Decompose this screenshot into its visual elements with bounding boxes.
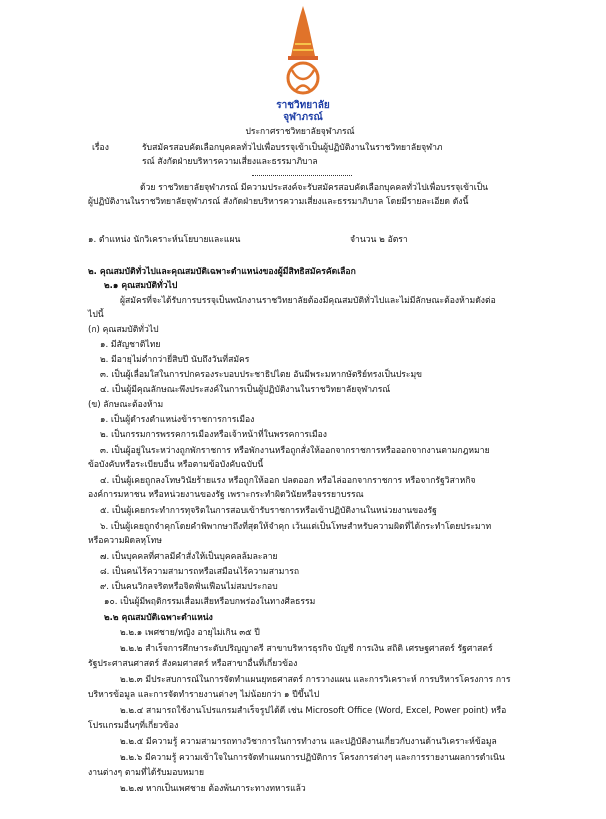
list-item: ๒.๒.๔ สามารถใช้งานโปรแกรมสำเร็จรูปได้ดี เช่น Microsoft Office (Word, Excel, Power point) หรือ [120, 706, 507, 716]
section-2-1-title: ๒.๑ คุณสมบัติทั่วไป [104, 281, 178, 291]
position-quota: จำนวน ๒ อัตรา [350, 235, 408, 245]
list-item: ๑. เป็นผู้ดำรงตำแหน่งข้าราชการการเมือง [100, 415, 255, 425]
list-item: ๒.๒.๑ เพศชาย/หญิง อายุไม่เกิน ๓๕ ปี [120, 628, 260, 638]
list-item-continued: บริหารข้อมูล และการจัดทำรายงานต่างๆ ไม่น้อยกว่า ๑ ปีขึ้นไป [88, 690, 320, 700]
prohibitions-title: (ข) ลักษณะต้องห้าม [88, 400, 164, 410]
list-item-continued: หรือความผิดลหุโทษ [88, 536, 162, 546]
list-item: ๔. เป็นผู้มีคุณลักษณะพึงประสงค์ในการเป็นผู้ปฏิบัติงานในราชวิทยาลัยจุฬาภรณ์ [100, 385, 391, 395]
list-item: ๖. เป็นผู้เคยถูกจำคุกโดยคำพิพากษาถึงที่สุดให้จำคุก เว้นแต่เป็นโทษสำหรับความผิดที่ได้กระทำโดยประมาท [100, 522, 492, 532]
list-item: ๒.๒.๕ มีความรู้ ความสามารถทางวิชาการในการทำงาน และปฏิบัติงานเกี่ยวกับงานด้านวิเคราะห์ข้อมูล [120, 737, 497, 747]
list-item: ๑๐. เป็นผู้มีพฤติกรรมเสื่อมเสียหรือบกพร่องในทางศีลธรรม [104, 597, 316, 607]
list-item: ๒.๒.๒ สำเร็จการศึกษาระดับปริญญาตรี สาขาบริหารธุรกิจ บัญชี การเงิน สถิติ เศรษฐศาสตร์ รัฐศาสตร์ [120, 644, 493, 654]
list-item-continued: องค์การมหาชน หรือหน่วยงานของรัฐ เพราะกระทำผิดวินัยหรือจรรยาบรรณ [88, 490, 364, 500]
list-item-continued: รัฐประศาสนศาสตร์ สังคมศาสตร์ หรือสาขาอื่นที่เกี่ยวข้อง [88, 659, 298, 669]
list-item: ๗. เป็นบุคคลที่ศาลมีคำสั่งให้เป็นบุคคลล้มละลาย [100, 552, 278, 562]
list-item-continued: โปรแกรมอื่นๆที่เกี่ยวข้อง [88, 721, 179, 731]
list-item-continued: ข้อบังคับหรือระเบียบอื่น หรือตามข้อบังคับฉบับนี้ [88, 460, 264, 470]
intro-line-1: ด้วย ราชวิทยาลัยจุฬาภรณ์ มีความประสงค์จะรับสมัครสอบคัดเลือกบุคคลทั่วไปเพื่อบรรจุเข้าเป็น [140, 183, 489, 193]
announcement-heading: ประกาศราชวิทยาลัยจุฬาภรณ์ [245, 127, 355, 137]
section-2-2-title: ๒.๒ คุณสมบัติเฉพาะตำแหน่ง [104, 613, 213, 623]
position-line: ๑. ตำแหน่ง นักวิเคราะห์นโยบายและแผน [88, 235, 241, 245]
section-2-1-para-line-1: ผู้สมัครที่จะได้รับการบรรจุเป็นพนักงานราชวิทยาลัยต้องมีคุณสมบัติทั่วไปและไม่มีลักษณะต้องห้ามดังต่อ [120, 296, 496, 306]
section-2-1-para-line-2: ไปนี้ [88, 310, 104, 320]
list-item: ๙. เป็นคนวิกลจริตหรือจิตฟั่นเฟือนไม่สมประกอบ [100, 582, 278, 592]
list-item-continued: งานต่างๆ ตามที่ได้รับมอบหมาย [88, 768, 205, 778]
list-item: ๔. เป็นผู้เคยถูกลงโทษวินัยร้ายแรง หรือถูกให้ออก ปลดออก หรือไล่ออกจากราชการ หรือจากรัฐวิสาหกิจ [100, 476, 476, 486]
subject-label: เรื่อง [92, 143, 109, 153]
intro-line-2: ผู้ปฏิบัติงานในราชวิทยาลัยจุฬาภรณ์ สังกัดฝ่ายบริหารความเสี่ยงและธรรมาภิบาล โดยมีรายละเอียด ดังนี้ [88, 197, 469, 207]
list-item: ๒.๒.๓ มีประสบการณ์ในการจัดทำแผนยุทธศาสตร์ การวางแผน และการวิเคราะห์ การบริหารโครงการ การ [120, 675, 511, 685]
list-item: ๘. เป็นคนไร้ความสามารถหรือเสมือนไร้ความสามารถ [100, 567, 300, 577]
university-emblem-icon [268, 4, 338, 104]
list-item: ๒.๒.๖ มีความรู้ ความเข้าใจในการจัดทำแผนการปฏิบัติการ โครงการต่างๆ และการรายงานผลการดำเนิน [120, 753, 505, 763]
divider [252, 175, 352, 176]
section-2-title: ๒. คุณสมบัติทั่วไปและคุณสมบัติเฉพาะตำแหน่งของผู้มีสิทธิสมัครคัดเลือก [88, 267, 356, 277]
list-item: ๕. เป็นผู้เคยกระทำการทุจริตในการสอบเข้ารับราชการหรือเข้าปฏิบัติงานในหน่วยงานของรัฐ [100, 506, 437, 516]
list-item: ๓. เป็นผู้เลื่อมใสในการปกครองระบอบประชาธิปไตย อันมีพระมหากษัตริย์ทรงเป็นประมุข [100, 370, 423, 380]
general-qualifications-title: (ก) คุณสมบัติทั่วไป [88, 325, 159, 335]
list-item: ๒.๒.๗ หากเป็นเพศชาย ต้องพ้นภาระทางทหารแล้ว [120, 784, 306, 794]
logo-name-line2: จุฬาภรณ์ [283, 112, 323, 123]
subject-line-1: รับสมัครสอบคัดเลือกบุคคลทั่วไปเพื่อบรรจุเข้าเป็นผู้ปฏิบัติงานในราชวิทยาลัยจุฬาภ [142, 143, 443, 153]
list-item: ๒. มีอายุไม่ต่ำกว่ายี่สิบปี นับถึงวันที่สมัคร [100, 355, 250, 365]
list-item: ๓. เป็นผู้อยู่ในระหว่างถูกพักราชการ หรือพักงานหรือถูกสั่งให้ออกจากราชการหรือออกจากงานตามกฎหมาย [100, 446, 490, 456]
logo-name-line1: ราชวิทยาลัย [276, 100, 330, 111]
list-item: ๒. เป็นกรรมการพรรคการเมืองหรือเจ้าหน้าที่ในพรรคการเมือง [100, 430, 327, 440]
list-item: ๑. มีสัญชาติไทย [100, 340, 161, 350]
subject-line-2: รณ์ สังกัดฝ่ายบริหารความเสี่ยงและธรรมาภิบาล [142, 157, 318, 167]
